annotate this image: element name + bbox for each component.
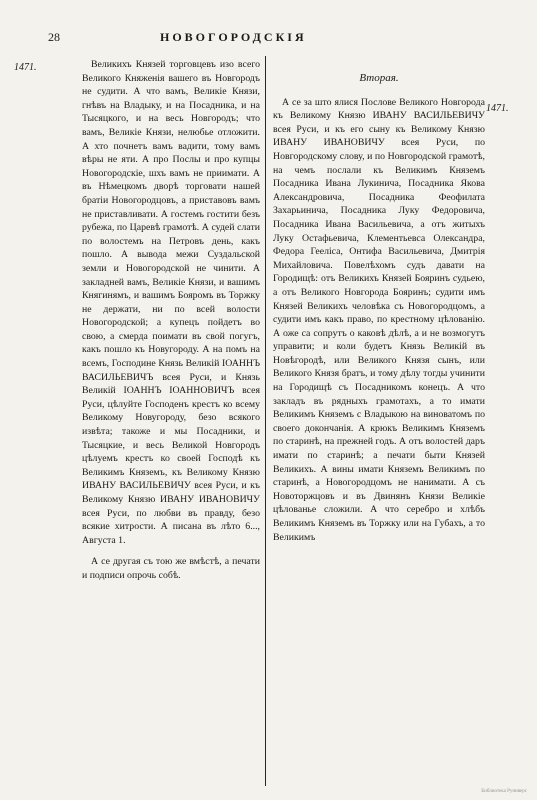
right-paragraph-1: А се за што ялися Послове Великого Новгорода къ Великому Князю ИВАНУ ВАСИЛЬЕВИЧУ всея Руси, и къ его сыну къ Великому Князю ИВАНУ ИВАНОВИЧУ всея Руси, по Новгородскому слову, и по Новгородской грамотѣ, на чемъ послали къ Великимъ Княземъ Посадника Ивана Лукинича, Посадника Якова Александровича, Посадника Феофилата Захарьинича, Посадника Луку Федоровича, Посадника Ивана Васильевича, а отъ житыхъ Луку Остафьевича, Клементьевса Олександра, Федора Гееліса, Онтифа Васильевича, Дмитрія Михайловича. Повелѣхомъ судъ давати на Городищѣ: отъ Великихъ Князей Бояринъ судьею, а отъ Великого Новгорода Бояринъ; судити имъ Князей Великихъ человѣка съ Новогородцомъ, а судити имъ какъ право, по крестному цѣлованію. А оже са сопрутъ о каковѣ дѣлѣ, а и не возмогутъ управити; и коли будетъ Князь Великій въ Новѣгородѣ, или Великого Князя сынъ, или Великого Князя братъ, и тому дѣлу тогды учинити на Городищѣ съ Посадникомъ конецъ. А что закладъ въ рядныхъ грамотахъ, а то имати Великимъ Княземъ с Владыкою на виноватомъ по своего докончанія. А крюкъ Великимъ Княземъ по старинѣ, на прежней годъ. А отъ волостей даръ имати по старинѣ; а печати быти Князей Великихъ. А вины имати Княземъ Великимъ по старинѣ, а Новогородцомъ не нанимати. А съ Новоторжцовъ и въ Двинянъ Князи Великіе цѣлованье сложили. А что серебро и хлѣбъ Великимъ Княземъ въ Торжку или на Губахъ, а то Великимъ bbox=[273, 96, 485, 543]
page-number: 28 bbox=[48, 30, 60, 44]
margin-year-left: 1471. bbox=[14, 62, 37, 73]
left-paragraph-2: А се другая съ тою же вмѣстѣ, а печати и подписи опрочь собѣ. bbox=[82, 556, 260, 581]
running-title: НОВОГОРОДСКІЯ bbox=[160, 30, 307, 44]
margin-year-right: 1471. bbox=[486, 103, 509, 114]
watermark: Библиотека Руниверс bbox=[481, 789, 527, 794]
left-column bbox=[82, 58, 260, 591]
right-column bbox=[273, 58, 485, 552]
column-divider bbox=[265, 56, 266, 786]
left-paragraph-1: Великихъ Князей торговцевъ изо всего Великого Княженія вашего въ Новгородъ не судити. А что вамъ, Великіе Князи, гнѣвъ на Владыку, и на Посадника, и на Тысяцкого, и на весь Новгородъ; что вамъ, Великіе Князи, нелюбье отложити. А хто почнетъ вамъ вадити, тому вамъ вѣры не яти. А про Послы и про купцы Новогородскіе, шхъ вамъ не приимати. А въ Нѣмецкомъ дворѣ торговати нашей братіи Новогородцовъ, а приставовъ вамъ не приставливати. А гостемъ гостити безъ рубежа, по Царевѣ грамотѣ. А судей слати по волостемъ на Петровъ день, какъ пошло. А вывода межи Суздальской земли и Новогородской не чинити. А закладней вамъ, Великіе Князи, и вашимъ Княгинямъ, и вашимъ Бояромъ въ Торжку не держати, ни по всей волости Новогородской; а купецъ пойдетъ во свою, а смерда поимати въ свой погугъ, какъ пошло къ Новугороду. А на помъ на всемъ, Господине Князь Великій ІОАННЪ ВАСИЛЬЕВИЧЪ всея Руси, и Князь Великій ІОАННЪ ІОАННОВИЧЪ всея Руси, цѣлуйте Господенъ крестъ ко всему Великому Новугороду, безо всякого извѣта; такоже и мы Посадники, и Тысяцкие, и весь Великой Новгородъ цѣлуемъ крестъ ко своей Господѣ къ Великимъ Княземъ, къ Великому Князю ИВАНУ ВАСИЛЬЕВИЧУ всея Руси, и къ Великому Князю ИВАНУ ИВАНОВИЧУ всея Руси, по любви въ правду, безо всякие хитрости. А писана въ лѣто 6..., Августа 1. bbox=[82, 59, 260, 546]
section-heading: Вторая. bbox=[359, 72, 399, 84]
